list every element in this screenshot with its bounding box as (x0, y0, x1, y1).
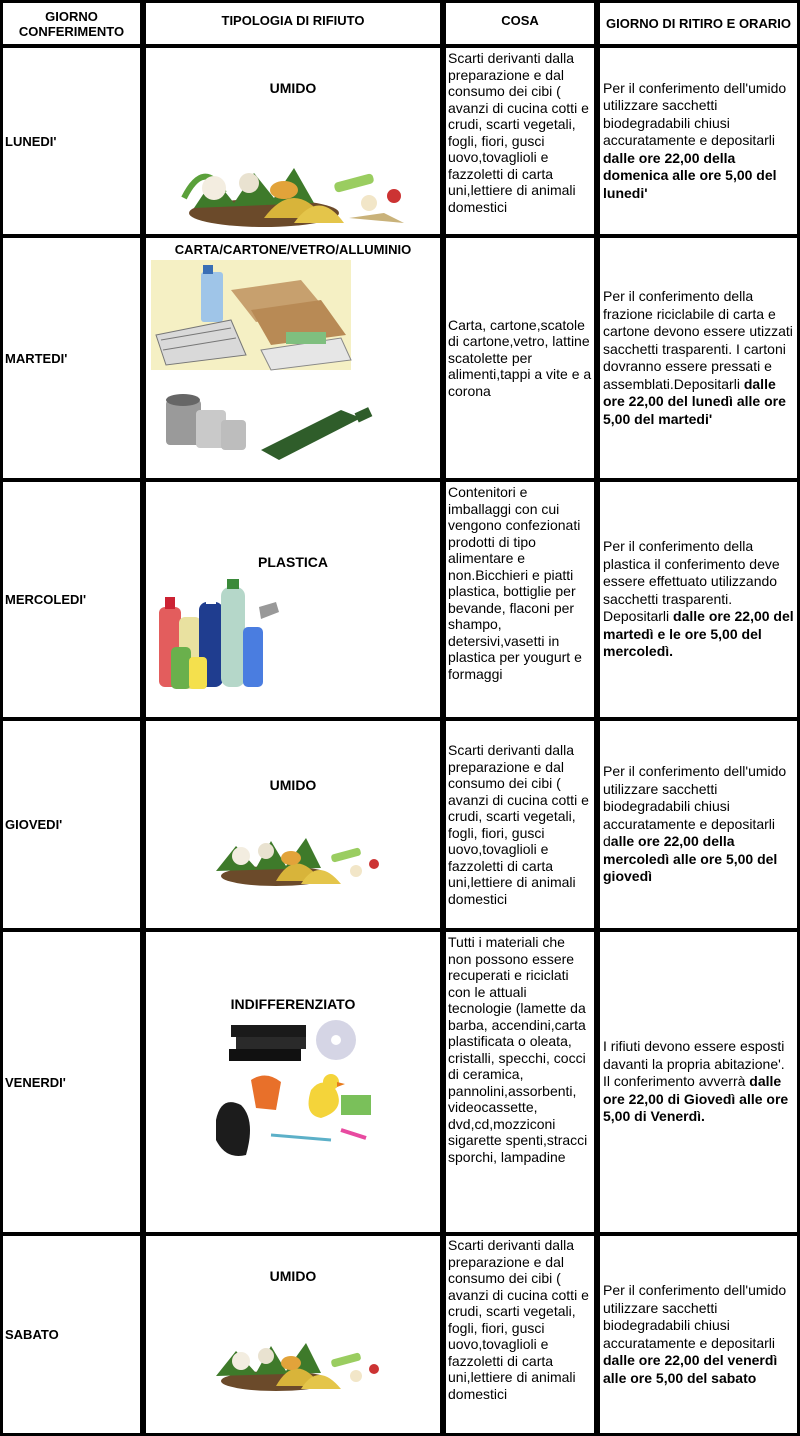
type-label: CARTA/CARTONE/VETRO/ALLUMINIO (174, 242, 412, 257)
type-label: INDIFFERENZIATO (230, 996, 356, 1012)
header-what: COSA (446, 3, 594, 44)
row-type (146, 48, 440, 234)
row-type (146, 721, 440, 928)
unsorted-waste-image (211, 1020, 376, 1170)
row-day: LUNEDI' (3, 48, 140, 234)
schedule-time: dalle ore 22,00 di Giovedì alle ore 5,00 di Venerdì. (603, 1073, 789, 1125)
row-schedule (600, 482, 797, 717)
organic-waste-image (196, 806, 396, 891)
schedule-text: Per il conferimento dell'umido utilizzare sacchetti biodegradabili chiusi accuratamente e depositarli (603, 79, 787, 149)
row-what (446, 238, 594, 478)
row-schedule (600, 238, 797, 478)
what-text: Carta, cartone,scatole di cartone,vetro, lattine scatolette per alimenti,tappi a vite e a corona (448, 316, 592, 399)
schedule-text: Per il conferimento dell'umido utilizzare sacchetti biodegradabili chiusi accuratamente e depositarli (603, 1282, 787, 1351)
row-what: Scarti derivanti dalla preparazione e dal consumo dei cibi ( avanzi di cucina cotti e crudi, scarti vegetali, fogli, fiori, gusci uovo,tovaglioli e fazzoletti di carta uni,lettiere di animali domestici (446, 721, 594, 928)
type-label: UMIDO (269, 1268, 317, 1284)
row-day: GIOVEDI' (3, 721, 140, 928)
schedule-text: Per il conferimento della plastica il conferimento deve essere effettuato utilizzando sacchetti trasparenti. Depositarli (603, 538, 780, 625)
row-type (146, 482, 440, 717)
row-type (146, 1236, 440, 1433)
schedule-time: dalle ore 22,00 della domenica alle ore 5,00 del lunedi' (603, 149, 777, 201)
organic-waste-image (154, 118, 434, 233)
schedule-time: dalle ore 22,00 del martedì e le ore 5,00 del mercoledì. (603, 608, 794, 660)
row-schedule (600, 932, 797, 1232)
row-type (146, 932, 440, 1232)
row-what: Scarti derivanti dalla preparazione e dal consumo dei cibi ( avanzi di cucina cotti e crudi, scarti vegetali, fogli, fiori, gusci uovo,tovaglioli e fazzoletti di carta uni,lettiere di animali domestici (446, 48, 594, 234)
row-schedule (600, 721, 797, 928)
row-day: MARTEDI' (3, 238, 140, 478)
row-day: MERCOLEDI' (3, 482, 140, 717)
type-label: UMIDO (269, 80, 317, 96)
row-what: Contenitori e imballaggi con cui vengono confezionati prodotti di tipo alimentare e non.Bicchieri e piatti plastica, bottiglie per bevande, flaconi per shampo, detersivi,vasetti in plastica per yougurt e formaggi (446, 482, 594, 717)
row-what: Tutti i materiali che non possono essere recuperati e riciclati con le attuali tecnologie (lamette da barba, accendini,carta plastificata o oleata, cristalli, specchi, cocci di ceramica, pannolini,assorbenti, videocassette, dvd,cd,mozziconi sigarette spenti,stracci sporchi, lampadine (446, 932, 594, 1232)
plastic-image (151, 577, 291, 697)
organic-waste-image (196, 1311, 396, 1396)
schedule-time: dalle ore 22,00 del venerdì alle ore 5,00 del sabato (603, 1352, 778, 1386)
row-day: SABATO (3, 1236, 140, 1433)
header-schedule: GIORNO DI RITIRO E ORARIO (600, 3, 797, 44)
header-day: GIORNO CONFERIMENTO (3, 3, 140, 44)
row-type (146, 238, 440, 478)
recyclables-image (151, 260, 436, 476)
row-what: Scarti derivanti dalla preparazione e dal consumo dei cibi ( avanzi di cucina cotti e crudi, scarti vegetali, fogli, fiori, gusci uovo,tovaglioli e fazzoletti di carta uni,lettiere di animali domestici (446, 1236, 594, 1433)
schedule-time: dalle ore 22,00 del lunedì alle ore 5,00 del martedi' (603, 375, 786, 427)
schedule-text: Per il conferimento dell'umido utilizzare sacchetti biodegradabili chiusi accuratamente e depositarli d (603, 763, 787, 850)
header-type: TIPOLOGIA DI RIFIUTO (146, 3, 440, 44)
row-day: VENERDI' (3, 932, 140, 1232)
row-schedule (600, 48, 797, 234)
type-label: UMIDO (269, 777, 317, 793)
schedule-text: I rifiuti devono essere esposti davanti la propria abitazione'. Il conferimento avverrà (603, 1038, 785, 1090)
type-label: PLASTICA (258, 554, 328, 570)
schedule-text: Per il conferimento della frazione riciclabile di carta e cartone devono essere utizzati sacchetti trasparenti. I cartoni dovranno essere pressati e assemblati.Depositarli (603, 288, 793, 392)
schedule-time: alle ore 22,00 della mercoledì alle ore 5,00 del giovedì (603, 833, 778, 885)
row-schedule (600, 1236, 797, 1433)
